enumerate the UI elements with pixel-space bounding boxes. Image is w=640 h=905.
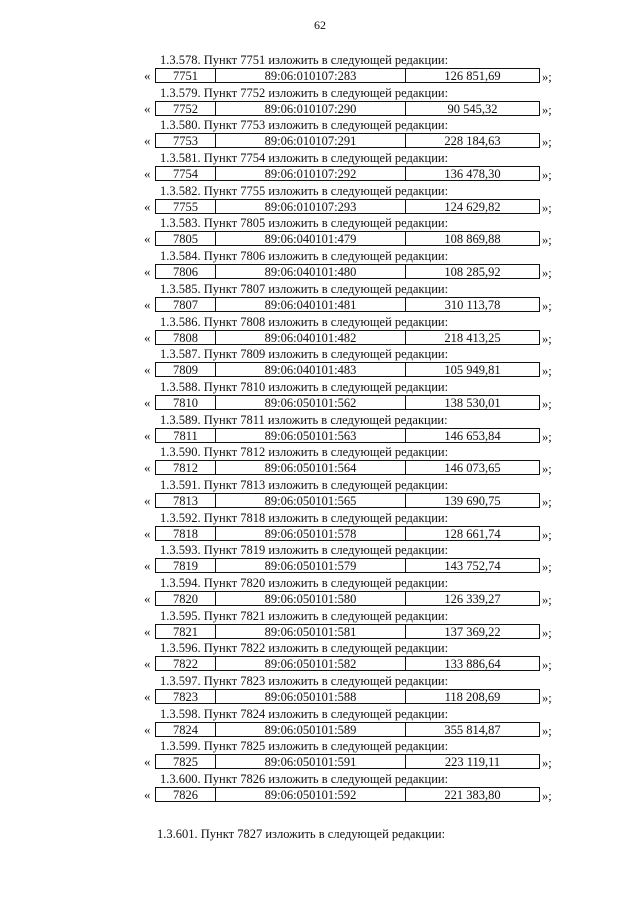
amendment-row bbox=[0, 166, 640, 182]
item-number-cell: 7813 bbox=[156, 494, 216, 507]
cadastral-number-cell: 89:06:050101:588 bbox=[216, 690, 406, 703]
cadastral-number-cell: 89:06:010107:291 bbox=[216, 134, 406, 147]
amendment-row bbox=[0, 591, 640, 607]
cadastral-value-cell: 218 413,25 bbox=[444, 330, 501, 345]
amendment-row bbox=[0, 133, 640, 149]
closing-quote: »; bbox=[542, 691, 552, 706]
item-number-cell: 7826 bbox=[156, 788, 216, 801]
table-row bbox=[155, 591, 540, 606]
table-row bbox=[155, 68, 540, 83]
opening-quote: « bbox=[144, 754, 151, 770]
cadastral-number-cell: 89:06:010107:292 bbox=[216, 167, 406, 180]
cadastral-number-cell: 89:06:010107:293 bbox=[216, 200, 406, 213]
cadastral-value-cell: 355 814,87 bbox=[444, 722, 501, 737]
item-number-cell: 7811 bbox=[156, 429, 216, 442]
table-row bbox=[155, 689, 540, 704]
table-row bbox=[155, 428, 540, 443]
table-row bbox=[155, 493, 540, 508]
cadastral-value-cell: 146 653,84 bbox=[444, 428, 501, 443]
amendment-entry bbox=[0, 543, 640, 576]
amendment-entry bbox=[0, 641, 640, 674]
cadastral-value-cell: 90 545,32 bbox=[447, 101, 498, 116]
item-number-cell: 7753 bbox=[156, 134, 216, 147]
table-row bbox=[155, 264, 540, 279]
closing-quote: »; bbox=[542, 625, 552, 640]
item-number-cell: 7823 bbox=[156, 690, 216, 703]
opening-quote: « bbox=[144, 198, 151, 214]
amendment-entry bbox=[0, 380, 640, 413]
amendment-heading: 1.3.596. Пункт 7822 изложить в следующей редакции: bbox=[160, 641, 449, 656]
amendment-row bbox=[0, 656, 640, 672]
amendment-heading: 1.3.585. Пункт 7807 изложить в следующей редакции: bbox=[160, 281, 449, 296]
cadastral-value-cell: 126 339,27 bbox=[444, 592, 501, 606]
opening-quote: « bbox=[144, 231, 151, 247]
cadastral-number-cell: 89:06:050101:582 bbox=[216, 657, 406, 670]
cadastral-number-cell: 89:06:040101:480 bbox=[216, 265, 406, 278]
amendment-row bbox=[0, 395, 640, 411]
opening-quote: « bbox=[144, 623, 151, 639]
table-row bbox=[155, 166, 540, 181]
table-row bbox=[155, 101, 540, 116]
amendment-heading: 1.3.600. Пункт 7826 изложить в следующей редакции: bbox=[160, 772, 449, 787]
amendment-entry bbox=[0, 576, 640, 609]
opening-quote: « bbox=[144, 558, 151, 574]
cadastral-value-cell: 146 073,65 bbox=[444, 461, 501, 476]
cadastral-value-cell: 223 119,11 bbox=[444, 755, 501, 770]
cadastral-value-cell: 118 208,69 bbox=[444, 690, 501, 705]
cadastral-number-cell: 89:06:010107:290 bbox=[216, 102, 406, 115]
cadastral-value-cell: 310 113,78 bbox=[444, 297, 501, 312]
amendment-heading-last: 1.3.601. Пункт 7827 изложить в следующей редакции: bbox=[157, 827, 446, 841]
cadastral-number-cell: 89:06:050101:564 bbox=[216, 461, 406, 474]
amendment-entry bbox=[0, 609, 640, 642]
opening-quote: « bbox=[144, 394, 151, 410]
table-row bbox=[155, 722, 540, 737]
amendment-heading: 1.3.584. Пункт 7806 изложить в следующей редакции: bbox=[160, 249, 449, 264]
opening-quote: « bbox=[144, 264, 151, 280]
closing-quote: »; bbox=[542, 70, 552, 84]
closing-quote: »; bbox=[542, 527, 552, 542]
table-row bbox=[155, 395, 540, 410]
cadastral-value-cell: 136 478,30 bbox=[444, 167, 501, 182]
cadastral-number-cell: 89:06:040101:479 bbox=[216, 232, 406, 245]
item-number-cell: 7820 bbox=[156, 592, 216, 605]
cadastral-value-cell: 108 285,92 bbox=[444, 265, 501, 280]
opening-quote: « bbox=[144, 721, 151, 737]
amendment-heading: 1.3.594. Пункт 7820 изложить в следующей редакции: bbox=[160, 576, 449, 590]
closing-quote: »; bbox=[542, 723, 552, 738]
opening-quote: « bbox=[144, 296, 151, 312]
amendment-entry bbox=[0, 347, 640, 380]
amendment-entry bbox=[0, 445, 640, 478]
amendment-row bbox=[0, 199, 640, 215]
cadastral-number-cell: 89:06:050101:565 bbox=[216, 494, 406, 507]
amendment-entry bbox=[0, 315, 640, 348]
closing-quote: »; bbox=[542, 560, 552, 575]
amendment-entry bbox=[0, 413, 640, 446]
amendment-row bbox=[0, 297, 640, 313]
amendment-row bbox=[0, 264, 640, 280]
amendment-heading: 1.3.582. Пункт 7755 изложить в следующей редакции: bbox=[160, 183, 449, 198]
amendment-row bbox=[0, 460, 640, 476]
item-number-cell: 7822 bbox=[156, 657, 216, 670]
cadastral-number-cell: 89:06:050101:563 bbox=[216, 429, 406, 442]
closing-quote: »; bbox=[542, 756, 552, 771]
item-number-cell: 7755 bbox=[156, 200, 216, 213]
opening-quote: « bbox=[144, 329, 151, 345]
amendment-entry bbox=[0, 249, 640, 282]
opening-quote: « bbox=[144, 68, 151, 83]
item-number-cell: 7824 bbox=[156, 723, 216, 736]
amendment-heading: 1.3.578. Пункт 7751 изложить в следующей редакции: bbox=[160, 53, 449, 67]
amendment-row bbox=[0, 428, 640, 444]
cadastral-value-cell: 139 690,75 bbox=[444, 493, 501, 508]
table-row bbox=[155, 754, 540, 769]
amendment-row bbox=[0, 689, 640, 705]
amendment-row bbox=[0, 362, 640, 378]
amendment-entry bbox=[0, 216, 640, 249]
item-number-cell: 7819 bbox=[156, 559, 216, 572]
item-number-cell: 7812 bbox=[156, 461, 216, 474]
opening-quote: « bbox=[144, 689, 151, 705]
item-number-cell: 7806 bbox=[156, 265, 216, 278]
amendment-heading: 1.3.580. Пункт 7753 изложить в следующей редакции: bbox=[160, 118, 449, 133]
cadastral-value-cell: 133 886,64 bbox=[444, 657, 501, 672]
closing-quote: »; bbox=[542, 494, 552, 509]
opening-quote: « bbox=[144, 492, 151, 508]
item-number-cell: 7825 bbox=[156, 755, 216, 768]
closing-quote: »; bbox=[542, 233, 552, 248]
cadastral-value-cell: 126 851,69 bbox=[444, 69, 501, 83]
cadastral-value-cell: 221 383,80 bbox=[444, 788, 501, 803]
amendment-entry bbox=[0, 674, 640, 707]
amendment-heading: 1.3.593. Пункт 7819 изложить в следующей редакции: bbox=[160, 543, 449, 558]
cadastral-number-cell: 89:06:050101:578 bbox=[216, 527, 406, 540]
amendment-heading: 1.3.586. Пункт 7808 изложить в следующей редакции: bbox=[160, 314, 449, 329]
amendment-heading: 1.3.583. Пункт 7805 изложить в следующей редакции: bbox=[160, 216, 449, 231]
amendment-heading: 1.3.592. Пункт 7818 изложить в следующей редакции: bbox=[160, 510, 449, 525]
amendment-row bbox=[0, 787, 640, 803]
opening-quote: « bbox=[144, 100, 151, 116]
amendment-entry bbox=[0, 118, 640, 151]
amendment-heading: 1.3.588. Пункт 7810 изложить в следующей редакции: bbox=[160, 379, 449, 394]
closing-quote: »; bbox=[542, 298, 552, 313]
cadastral-value-cell: 138 530,01 bbox=[444, 395, 501, 410]
opening-quote: « bbox=[144, 362, 151, 378]
cadastral-value-cell: 137 369,22 bbox=[444, 624, 501, 639]
amendment-entry bbox=[0, 53, 640, 86]
closing-quote: »; bbox=[542, 396, 552, 411]
cadastral-value-cell: 124 629,82 bbox=[444, 199, 501, 214]
closing-quote: »; bbox=[542, 102, 552, 117]
table-row bbox=[155, 787, 540, 802]
table-row bbox=[155, 656, 540, 671]
opening-quote: « bbox=[144, 133, 151, 149]
cadastral-value-cell: 228 184,63 bbox=[444, 134, 501, 149]
closing-quote: »; bbox=[542, 200, 552, 215]
amendment-row bbox=[0, 624, 640, 640]
cadastral-value-cell: 108 869,88 bbox=[444, 232, 501, 247]
cadastral-value-cell: 143 752,74 bbox=[444, 559, 501, 574]
amendment-heading: 1.3.595. Пункт 7821 изложить в следующей редакции: bbox=[160, 608, 449, 623]
amendment-heading: 1.3.587. Пункт 7809 изложить в следующей редакции: bbox=[160, 347, 449, 362]
table-row bbox=[155, 330, 540, 345]
amendment-entry bbox=[0, 151, 640, 184]
item-number-cell: 7751 bbox=[156, 69, 216, 82]
item-number-cell: 7807 bbox=[156, 298, 216, 311]
table-row bbox=[155, 297, 540, 312]
page-number: 62 bbox=[314, 18, 326, 32]
table-row bbox=[155, 460, 540, 475]
amendment-row bbox=[0, 754, 640, 770]
amendment-heading: 1.3.591. Пункт 7813 изложить в следующей редакции: bbox=[160, 477, 449, 492]
opening-quote: « bbox=[144, 525, 151, 541]
closing-quote: »; bbox=[542, 593, 552, 607]
opening-quote: « bbox=[144, 787, 151, 803]
amendment-row bbox=[0, 101, 640, 117]
cadastral-number-cell: 89:06:040101:482 bbox=[216, 331, 406, 344]
cadastral-value-cell: 128 661,74 bbox=[444, 526, 501, 541]
amendment-list bbox=[0, 53, 640, 805]
cadastral-number-cell: 89:06:050101:581 bbox=[216, 625, 406, 638]
item-number-cell: 7821 bbox=[156, 625, 216, 638]
amendment-entry bbox=[0, 282, 640, 315]
item-number-cell: 7805 bbox=[156, 232, 216, 245]
item-number-cell: 7752 bbox=[156, 102, 216, 115]
amendment-entry bbox=[0, 184, 640, 217]
amendment-heading: 1.3.581. Пункт 7754 изложить в следующей редакции: bbox=[160, 151, 449, 166]
item-number-cell: 7808 bbox=[156, 331, 216, 344]
opening-quote: « bbox=[144, 427, 151, 443]
cadastral-number-cell: 89:06:010107:283 bbox=[216, 69, 406, 82]
table-row bbox=[155, 199, 540, 214]
amendment-entry bbox=[0, 478, 640, 511]
table-row bbox=[155, 231, 540, 246]
closing-quote: »; bbox=[542, 331, 552, 346]
closing-quote: »; bbox=[542, 266, 552, 281]
amendment-entry bbox=[0, 86, 640, 119]
closing-quote: »; bbox=[542, 168, 552, 183]
closing-quote: »; bbox=[542, 364, 552, 379]
cadastral-number-cell: 89:06:050101:589 bbox=[216, 723, 406, 736]
amendment-entry bbox=[0, 739, 640, 772]
amendment-row bbox=[0, 558, 640, 574]
table-row bbox=[155, 526, 540, 541]
cadastral-number-cell: 89:06:050101:591 bbox=[216, 755, 406, 768]
amendment-entry bbox=[0, 511, 640, 544]
item-number-cell: 7809 bbox=[156, 363, 216, 376]
cadastral-number-cell: 89:06:050101:579 bbox=[216, 559, 406, 572]
amendment-row bbox=[0, 526, 640, 542]
amendment-row bbox=[0, 68, 640, 84]
amendment-heading: 1.3.599. Пункт 7825 изложить в следующей редакции: bbox=[160, 739, 449, 754]
amendment-heading: 1.3.597. Пункт 7823 изложить в следующей редакции: bbox=[160, 674, 449, 689]
amendment-entry bbox=[0, 707, 640, 740]
closing-quote: »; bbox=[542, 658, 552, 673]
item-number-cell: 7810 bbox=[156, 396, 216, 409]
amendment-entry bbox=[0, 772, 640, 805]
closing-quote: »; bbox=[542, 135, 552, 150]
cadastral-number-cell: 89:06:050101:562 bbox=[216, 396, 406, 409]
cadastral-number-cell: 89:06:050101:580 bbox=[216, 592, 406, 605]
closing-quote: »; bbox=[542, 429, 552, 444]
opening-quote: « bbox=[144, 591, 151, 606]
item-number-cell: 7818 bbox=[156, 527, 216, 540]
cadastral-number-cell: 89:06:040101:483 bbox=[216, 363, 406, 376]
amendment-heading: 1.3.579. Пункт 7752 изложить в следующей редакции: bbox=[160, 85, 449, 100]
table-row bbox=[155, 362, 540, 377]
table-row bbox=[155, 558, 540, 573]
amendment-heading: 1.3.589. Пункт 7811 изложить в следующей редакции: bbox=[160, 412, 448, 427]
amendment-row bbox=[0, 330, 640, 346]
cadastral-number-cell: 89:06:050101:592 bbox=[216, 788, 406, 801]
amendment-heading: 1.3.598. Пункт 7824 изложить в следующей редакции: bbox=[160, 706, 449, 721]
opening-quote: « bbox=[144, 460, 151, 476]
cadastral-value-cell: 105 949,81 bbox=[444, 363, 501, 378]
amendment-heading: 1.3.590. Пункт 7812 изложить в следующей редакции: bbox=[160, 445, 449, 460]
item-number-cell: 7754 bbox=[156, 167, 216, 180]
opening-quote: « bbox=[144, 166, 151, 182]
table-row bbox=[155, 133, 540, 148]
closing-quote: »; bbox=[542, 789, 552, 804]
table-row bbox=[155, 624, 540, 639]
closing-quote: »; bbox=[542, 462, 552, 477]
amendment-row bbox=[0, 722, 640, 738]
amendment-row bbox=[0, 493, 640, 509]
opening-quote: « bbox=[144, 656, 151, 672]
cadastral-number-cell: 89:06:040101:481 bbox=[216, 298, 406, 311]
amendment-row bbox=[0, 231, 640, 247]
